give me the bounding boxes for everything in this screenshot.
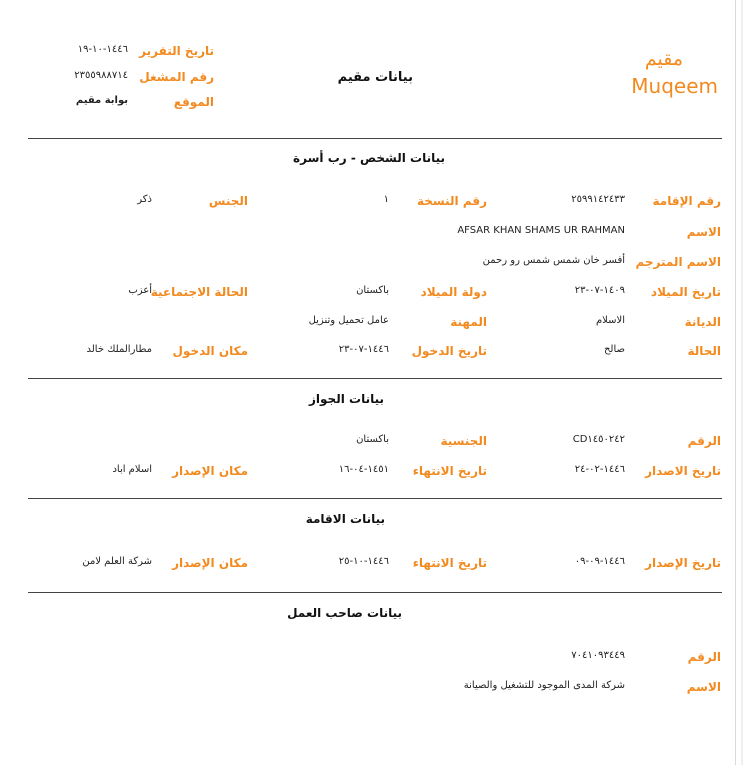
gender-value: ذكر <box>137 194 152 205</box>
muqeem-logo-english: Muqeem <box>631 74 718 98</box>
residence-section-title: بيانات الاقامة <box>305 512 385 526</box>
passport-section-title: بيانات الجواز <box>309 392 384 406</box>
passport-expiry-date-value: ١٤٥١-٠٤-١٦ <box>338 464 389 475</box>
employer-number-label: الرقم <box>687 650 721 664</box>
copy-no-label: رقم النسخة <box>416 194 487 208</box>
religion-label: الديانة <box>684 315 721 329</box>
location-label: الموقع <box>173 95 214 109</box>
religion-value: الاسلام <box>595 315 625 326</box>
residence-issue-place-value: شركة العلم لامن <box>82 556 152 567</box>
residence-issue-date-label: تاريخ الإصدار <box>645 556 721 570</box>
nationality-value: باكستان <box>356 434 389 445</box>
report-date-label: تاريخ التقرير <box>139 44 214 58</box>
iqama-no-label: رقم الإقامة <box>652 194 721 208</box>
passport-issue-place-value: اسلام اباد <box>112 464 152 475</box>
entry-date-label: تاريخ الدخول <box>411 344 487 358</box>
status-value: صالح <box>603 344 625 355</box>
entry-place-label: مكان الدخول <box>172 344 248 358</box>
residence-issue-place-label: مكان الإصدار <box>172 556 248 570</box>
occupation-label: المهنة <box>450 315 487 329</box>
status-label: الحالة <box>687 344 721 358</box>
marital-status-value: أعزب <box>128 285 152 296</box>
residence-expiry-date-label: تاريخ الانتهاء <box>412 556 487 570</box>
copy-no-value: ١ <box>383 194 389 205</box>
entry-date-value: ١٤٤٦-٠٧-٢٣ <box>338 344 389 355</box>
employer-section-title: بيانات صاحب العمل <box>287 606 402 620</box>
report-date-value: ١٤٤٦-١٠-١٩ <box>77 44 128 55</box>
nationality-label: الجنسية <box>440 434 487 448</box>
marital-status-label: الحالة الاجتماعية <box>150 285 248 299</box>
passport-number-value: CD١٤٥٠٢٤٢ <box>572 434 625 445</box>
person-section-title: بيانات الشخص - رب أسرة <box>293 151 445 165</box>
birth-date-value: ١٤٠٩-٠٧-٢٣ <box>574 285 625 296</box>
name-value: AFSAR KHAN SHAMS UR RAHMAN <box>457 225 625 236</box>
residence-issue-date-value: ١٤٤٦-٠٩-٠٩ <box>574 556 625 567</box>
muqeem-logo-arabic: مقيم <box>644 48 683 70</box>
employer-name-value: شركة المدى الموجود للتشغيل والصيانة <box>463 680 625 691</box>
location-value: بوابة مقيم <box>75 95 128 106</box>
operator-no-label: رقم المشغل <box>139 70 214 84</box>
iqama-no-value: ٢٥٩٩١٤٢٤٣٣ <box>571 194 625 205</box>
residence-expiry-date-value: ١٤٤٦-١٠-٢٥ <box>338 556 389 567</box>
divider <box>28 378 722 379</box>
name-label: الاسم <box>686 225 721 239</box>
passport-expiry-date-label: تاريخ الانتهاء <box>412 464 487 478</box>
occupation-value: عامل تحميل وتنزيل <box>308 315 389 326</box>
translated-name-value: أفسر خان شمس شمس رو رحمن <box>482 255 625 266</box>
employer-number-value: ٧٠٤١٠٩٣٤٤٩ <box>571 650 625 661</box>
page-title: بيانات مقيم <box>337 70 413 85</box>
birth-country-value: باكستان <box>356 285 389 296</box>
operator-no-value: ٢٣٥٥٩٨٨٧١٤ <box>74 70 128 81</box>
divider <box>28 498 722 499</box>
passport-issue-date-label: تاريخ الاصدار <box>645 464 721 478</box>
divider <box>28 592 722 593</box>
gender-label: الجنس <box>208 194 248 208</box>
page-edge <box>735 0 736 765</box>
birth-date-label: تاريخ الميلاد <box>650 285 721 299</box>
entry-place-value: مطارالملك خالد <box>86 344 152 355</box>
divider <box>28 138 722 139</box>
passport-issue-place-label: مكان الإصدار <box>172 464 248 478</box>
passport-issue-date-value: ١٤٤٦-٠٢-٢٤ <box>574 464 625 475</box>
employer-name-label: الاسم <box>686 680 721 694</box>
birth-country-label: دولة الميلاد <box>420 285 487 299</box>
translated-name-label: الاسم المترجم <box>635 255 721 269</box>
passport-number-label: الرقم <box>687 434 721 448</box>
